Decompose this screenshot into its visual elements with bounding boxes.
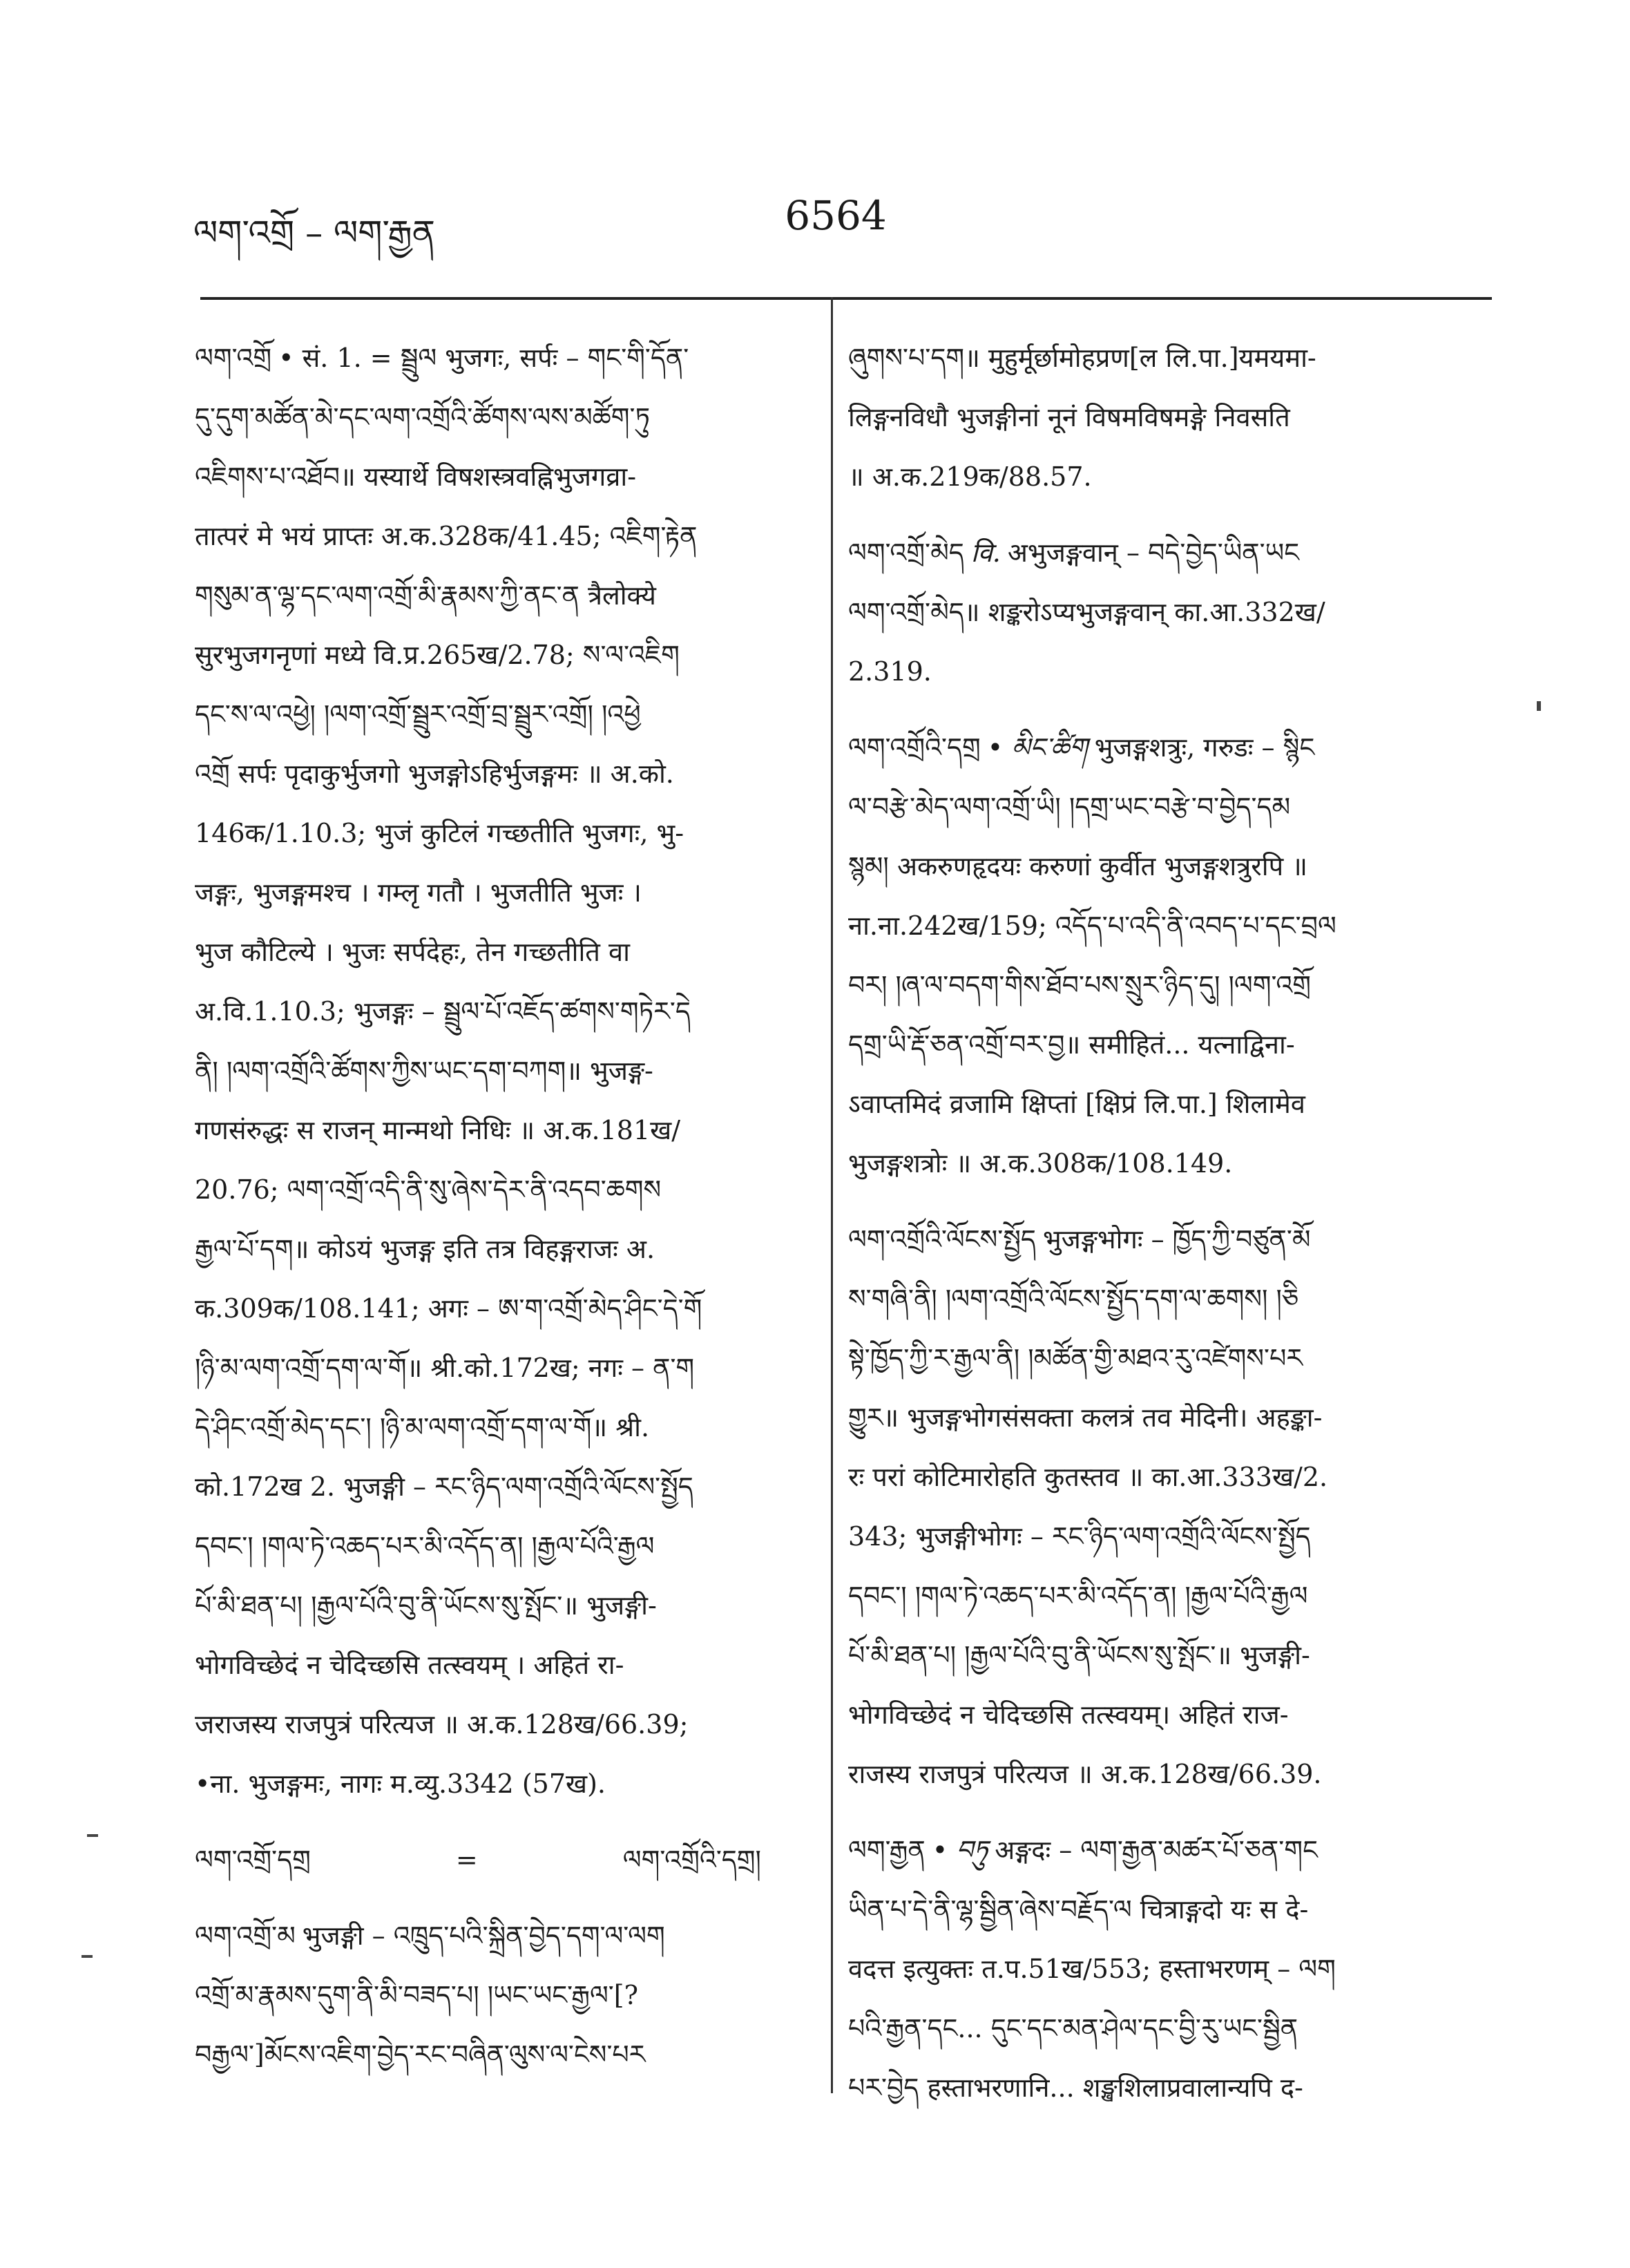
entry-line: སྟེ་ཁྱོད་ཀྱི་ར་རྒྱལ་ནི། །མཚོན་གྱི་མཐའ་རུ་འཛེགས་པར	[848, 1343, 1303, 1373]
entry-line: अभुजङ्गवान् – བདེ་བྱེད་ཡིན་ཡང	[1007, 537, 1300, 568]
headword: ལག་འགྲོ	[195, 343, 272, 373]
header-rule	[200, 297, 1492, 300]
entry-line: 343; भुजङ्गीभोगः – རང་ཉིད་ལག་འགྲོའི་ལོངས་སྤྱོད	[848, 1521, 1311, 1552]
headword: ལག་འགྲོ་མ	[195, 1921, 296, 1951]
entry-line: དབང་། །གལ་ཏེ་འཆད་པར་མི་འདོད་ན། །རྒྱལ་པོའི་རྒྱལ	[195, 1531, 655, 1561]
entry-line: །ཉི་མ་ལག་འགྲོ་དག་ལ་གོ॥ श्री.को.172ख; नगः – ན་ག	[195, 1353, 695, 1383]
entry-line: པར་བྱེད हस्ताभरणानि... शङ्खशिलाप्रवालान्यपि द-	[848, 2072, 1303, 2103]
grammar-label: वि.	[970, 537, 1001, 568]
entry-line: པོ་མི་ཐན་པ། །རྒྱལ་པོའི་བུ་ནི་ཡོངས་སུ་སྤོང་॥ भुजङ्गी-	[195, 1590, 657, 1621]
page-number: 6564	[785, 192, 887, 239]
margin-mark	[87, 1834, 98, 1837]
cross-reference	[195, 1830, 761, 1889]
entry-line: भुज कौटिल्ये । भुजः सर्पदेहः, तेन गच्छतीति वा	[195, 937, 631, 967]
entry-line: ॥ अ.क.219क/88.57.	[848, 461, 1092, 492]
entry-continuation	[848, 328, 1484, 506]
entry-line: भुजङ्गशत्रुः, गरुडः – སྙིང	[1094, 732, 1315, 763]
entry-line: अङ्गदः – ལག་རྒྱན་མཚར་པོ་ཅན་གང	[995, 1835, 1318, 1865]
entry-line: གསུམ་ན་ལྷ་དང་ལག་འགྲོ་མི་རྣམས་ཀྱི་ནང་ན त्रैलोक्ये	[195, 580, 656, 611]
entry-line: བར། །ཞ་ལ་བདག་གིས་ཐོབ་པས་སྲུར་ཉིད་དུ། །ལག་འགྲོ	[848, 970, 1312, 1000]
entry-line: འགྲོ་མ་རྣམས་དུག་ནི་མི་བཟད་པ། །ཡང་ཡང་རྒྱལ་[?	[195, 1980, 638, 2010]
entry-line: अ.वि.1.10.3; भुजङ्गः – སྦྲུལ་པོ་འཇོད་ཚགས་གཏེར་དེ	[195, 996, 691, 1027]
entry-line: भोगविच्छेदं न चेदिच्छसि तत्स्वयम् । अहितं रा-	[195, 1650, 624, 1680]
left-column	[195, 328, 809, 2101]
entry-line: དུ་དུག་མཚོན་མེ་དང་ལག་འགྲོའི་ཚོགས་ལས་མཚོག་ཏུ	[195, 402, 651, 432]
entry-line: ཡིན་པ་དེ་ནི་ལྷ་སྦྱིན་ཞེས་བརྗོད་ལ चित्राङ्गदो यः स दे-	[848, 1894, 1309, 1925]
headword: ལག་འགྲོའི་ལོངས་སྤྱོད	[848, 1224, 1036, 1255]
cross-ref-equals: =	[455, 1845, 478, 1875]
running-header: ལག་འགྲོ – ལག་རྒྱན	[193, 213, 436, 253]
entry-line: राजस्य राजपुत्रं परित्यज ॥ अ.क.128ख/66.39.	[848, 1759, 1322, 1789]
entry-line: भुजङ्गभोगः – ཁྱོད་ཀྱི་བཙུན་མོ	[1042, 1224, 1311, 1255]
right-column	[848, 328, 1484, 2134]
entry-line: པའི་རྒྱན་དང... དུང་དང་མན་ཤེལ་དང་བྱི་རུ་ཡང་སྦྱིན	[848, 2013, 1298, 2043]
column-divider	[831, 297, 833, 2093]
entry-line: འགྲོ सर्पः पृदाकुर्भुजगो भुजङ्गोऽहिर्भुजङ्गमः ॥ अ.को.	[195, 759, 674, 789]
entry-lag-rgyan	[848, 1820, 1484, 2117]
entry-line: 20.76; ལག་འགྲོ་འདི་ནི་སུ་ཞེས་དེར་ནི་འདབ་ཆགས	[195, 1174, 662, 1205]
entry-line: सुरभुजगनृणां मध्ये वि.प्र.265ख/2.78; ས་ལ་འཇིག	[195, 640, 680, 670]
headword: ལག་འགྲོའི་དགྲ	[848, 732, 981, 763]
entry-line: བརྒྱལ་]མོངས་འཇིག་བྱེད་རང་བཞིན་ལུས་ལ་ངེས་པར	[195, 2039, 646, 2070]
entry-line: ས་གཞི་ནི། །ལག་འགྲོའི་ལོངས་སྤྱོད་དག་ལ་ཆགས། །ཅི	[848, 1284, 1299, 1314]
entry-line: क.309क/108.141; अगः – ཨ་ག་འགྲོ་མེད་ཤིང་དེ་གོ	[195, 1293, 702, 1324]
entry-line: དང་ས་ལ་འཕྱེ། །ལག་འགྲོ་སྦྲུར་འགྲོ་བྲ་སྦྲུར་འགྲོ། །འཕྱེ	[195, 699, 641, 730]
entry-line: ཞུགས་པ་དག॥ मुहुर्मूर्छामोहप्रण[ल लि.पा.]यमयमा-	[848, 343, 1316, 373]
entry-line: དགྲ་ཡི་རྡོ་ཅན་འགྲོ་བར་བྱ॥ समीहितं... यत्नाद्विना-	[848, 1029, 1295, 1060]
margin-mark	[1537, 701, 1541, 711]
headword: ལག་འགྲོ་མེད	[848, 537, 964, 568]
entry-lag-gro	[195, 328, 809, 1813]
entry-line: लिङ्गनविधौ भुजङ्गीनां नूनं विषमविषमङ्गे निवसति	[848, 402, 1290, 432]
cross-ref-to: ལག་འགྲོའི་དགྲ།	[622, 1845, 761, 1875]
entry-line: • सं. 1. = སྦྲུལ भुजगः, सर्पः – གང་གི་དོན་	[278, 343, 689, 373]
headword: ལག་རྒྱན	[848, 1835, 926, 1865]
entry-line: •ना. भुजङ्गमः, नागः म.व्यु.3342 (57ख).	[195, 1769, 606, 1799]
entry-line: ནི། །ལག་འགྲོའི་ཚོགས་ཀྱིས་ཡང་དག་བཀག॥ भुजङ्ग-	[195, 1056, 653, 1086]
entry-line: ऽवाप्तमिदं व्रजामि क्षिप्तां [क्षिप्रं लि.पा.] शिलामेव	[848, 1089, 1305, 1119]
entry-lag-gro-ma	[195, 1906, 809, 2084]
entry-line: तात्परं मे भयं प्राप्तः अ.क.328क/41.45; འཇིག་རྟེན	[195, 521, 698, 551]
entry-line: वदत्त इत्युक्तः त.प.51ख/553; हस्ताभरणम् – ལག	[848, 1954, 1336, 1984]
entry-line: भुजङ्गशत्रोः ॥ अ.क.308क/108.149.	[848, 1148, 1233, 1179]
entry-line: པོ་མི་ཐན་པ། །རྒྱལ་པོའི་བུ་ནི་ཡོངས་སུ་སྤོང་॥ भुजङ्गी-	[848, 1640, 1310, 1670]
entry-line: रः परां कोटिमारोहति कुतस्तव ॥ का.आ.333ख/2.	[848, 1462, 1328, 1492]
entry-line: དབང་། །གལ་ཏེ་འཆད་པར་མི་འདོད་ན། །རྒྱལ་པོའི་རྒྱལ	[848, 1581, 1308, 1611]
entry-line: རྒྱལ་པོ་དག॥ कोऽयं भुजङ्ग इति तत्र विहङ्गराजः अ.	[195, 1234, 655, 1264]
entry-line: ལ་བརྩེ་མེད་ལག་འགྲོ་ཡི། །དགྲ་ཡང་བརྩེ་བ་བྱེད་དམ	[848, 792, 1291, 822]
entry-line: འཇིགས་པ་འཐོབ॥ यस्यार्थे विषशस्त्रवह्निभुजगव्रा-	[195, 461, 637, 492]
entry-line: को.172ख 2. भुजङ्गी – རང་ཉིད་ལག་འགྲོའི་ལོངས་སྤྱོད	[195, 1471, 693, 1502]
entry-line: जङ्गः, भुजङ्गमश्च । गम्लृ गतौ । भुजतीति भुजः ।	[195, 877, 642, 908]
cross-ref-from: ལག་འགྲོ་དགྲ	[195, 1845, 311, 1875]
entry-line: भुजङ्गी – འཁྲུད་པའི་སྐྲིན་བྱེད་དག་ལ་ལག	[302, 1921, 665, 1951]
entry-line: ལག་འགྲོ་མེད॥ शङ्करोऽप्यभुजङ्गवान् का.आ.332ख/	[848, 597, 1325, 627]
entry-lag-groi-longs-spyod	[848, 1210, 1484, 1804]
entry-line: भोगविच्छेदं न चेदिच्छसि तत्स्वयम्। अहितं राज-	[848, 1699, 1289, 1730]
grammar-label: • མིང་ཚིག	[987, 732, 1088, 763]
entry-lag-gro-med	[848, 523, 1484, 701]
entry-line: गणसंरुद्धः स राजन् मान्मथो निधिः ॥ अ.क.181ख/	[195, 1115, 681, 1145]
entry-line: སྙམ། अकरुणहृदयः करुणां कुर्वीत भुजङ्गशत्रुरपि ॥	[848, 851, 1308, 882]
entry-lag-groi-dgra	[848, 718, 1484, 1193]
grammar-label: • བཏུ	[932, 1835, 988, 1865]
entry-line: 2.319.	[848, 656, 932, 687]
entry-line: ना.ना.242ख/159; འདོད་པ་འདི་ནི་འབད་པ་དང་བྲལ	[848, 911, 1336, 941]
entry-line: དེ་ཤིང་འགྲོ་མེད་དང་། །ཉི་མ་ལག་འགྲོ་དག་ལ་གོ॥ श्री.	[195, 1412, 650, 1442]
entry-line: जराजस्य राजपुत्रं परित्यज ॥ अ.क.128ख/66.39;	[195, 1709, 689, 1740]
entry-line: 146क/1.10.3; भुजं कुटिलं गच्छतीति भुजगः, भु-	[195, 818, 684, 848]
entry-line: གྱུར॥ भुजङ्गभोगसंसक्ता कलत्रं तव मेदिनी। अहङ्का-	[848, 1402, 1323, 1433]
margin-mark	[82, 1955, 93, 1958]
